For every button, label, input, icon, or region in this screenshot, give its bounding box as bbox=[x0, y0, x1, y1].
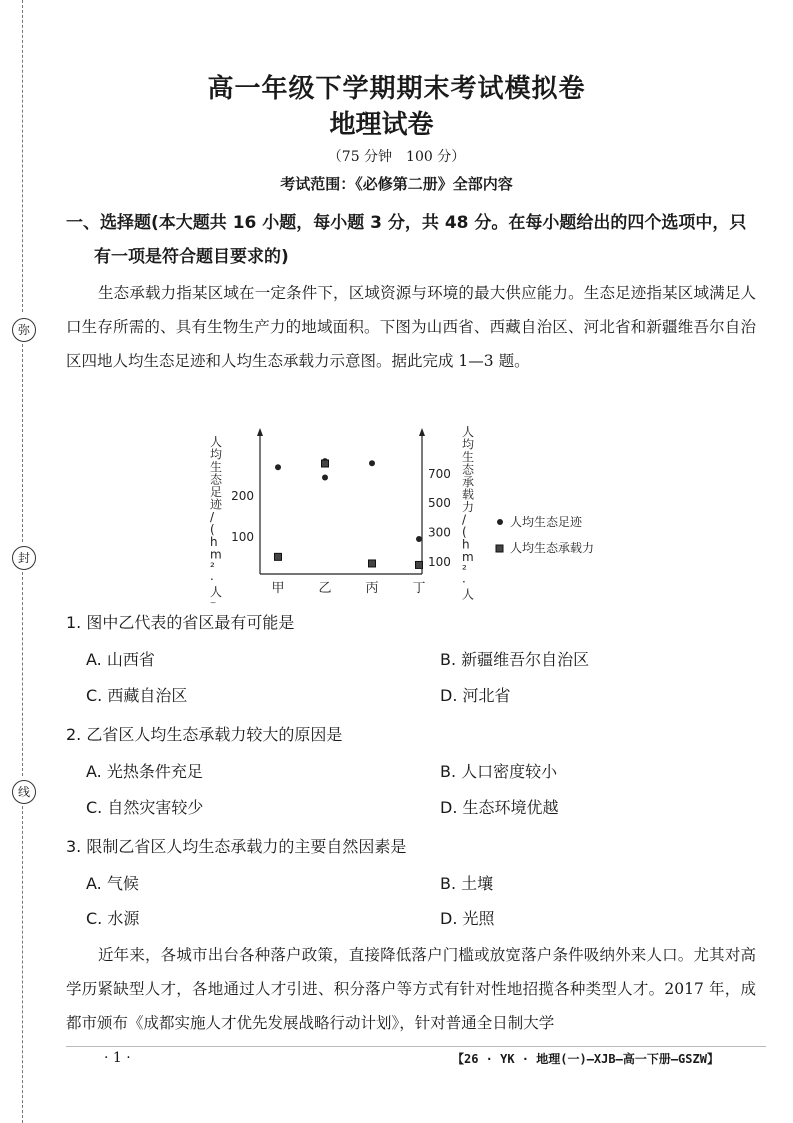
capacity-point bbox=[322, 460, 329, 467]
legend-footprint: 人均生态足迹 bbox=[510, 515, 583, 529]
q3-option-b[interactable]: B. 土壤 bbox=[440, 874, 494, 893]
q3-option-d[interactable]: D. 光照 bbox=[440, 909, 495, 928]
subject-title: 地理试卷 bbox=[329, 110, 434, 140]
right-tick-label: 100 bbox=[428, 555, 451, 569]
section-heading-line1: 一、选择题(本大题共 16 小题，每小题 3 分，共 48 分。在每小题给出的四个选项中，只 bbox=[66, 213, 747, 233]
paper-code: 【26 · YK · 地理(一)—XJB—高一下册—GSZW】 bbox=[452, 1052, 719, 1066]
question-2-stem: 2. 乙省区人均生态承载力较大的原因是 bbox=[66, 725, 343, 744]
right-tick-label: 300 bbox=[428, 525, 451, 540]
q3-option-a[interactable]: A. 气候 bbox=[86, 874, 139, 893]
left-axis-label-text: 人均生态足迹/ ( h m ² ·人 bbox=[210, 435, 223, 599]
page-number: · 1 · bbox=[104, 1050, 131, 1066]
q2-option-d[interactable]: D. 生态环境优越 bbox=[440, 798, 559, 817]
legend bbox=[496, 514, 594, 555]
capacity-point bbox=[416, 561, 423, 568]
left-axis-arrow bbox=[257, 428, 263, 436]
question-3-stem: 3. 限制乙省区人均生态承载力的主要自然因素是 bbox=[66, 837, 407, 856]
exam-scope: 考试范围：《必修第二册》全部内容 bbox=[280, 175, 513, 193]
left-axis-label bbox=[210, 435, 223, 604]
left-tick-label: 100 bbox=[231, 530, 254, 544]
margin-mark-mi: 弥 bbox=[12, 318, 36, 342]
category-label: 丁 bbox=[412, 581, 426, 596]
right-axis-label bbox=[462, 425, 475, 604]
q1-option-d[interactable]: D. 河北省 bbox=[440, 686, 511, 705]
category-label: 甲 bbox=[271, 581, 285, 596]
time-score: （75 分钟 100 分） bbox=[327, 149, 466, 165]
binding-line-bottom bbox=[22, 806, 23, 1123]
right-axis-label-text: 人均生态承载力/ ( h m ² ·人 bbox=[462, 425, 475, 602]
margin-mark-feng: 封 bbox=[12, 546, 36, 570]
footprint-point bbox=[275, 464, 281, 470]
right-tick-label: 500 bbox=[428, 496, 451, 511]
category-label: 丙 bbox=[365, 581, 379, 596]
capacity-point bbox=[369, 560, 376, 567]
section-heading bbox=[66, 206, 756, 274]
q3-option-c[interactable]: C. 水源 bbox=[86, 909, 140, 928]
exam-title: 高一年级下学期期末考试模拟卷 bbox=[207, 74, 586, 104]
footprint-point bbox=[369, 460, 375, 466]
footer-rule bbox=[66, 1046, 766, 1047]
legend-square bbox=[496, 545, 503, 552]
binding-line-mid1 bbox=[22, 344, 23, 542]
legend-capacity: 人均生态承载力 bbox=[510, 541, 595, 555]
q2-option-b[interactable]: B. 人口密度较小 bbox=[440, 762, 558, 781]
q1-option-c[interactable]: C. 西藏自治区 bbox=[86, 686, 188, 705]
category-label: 乙 bbox=[318, 581, 332, 596]
ecology-chart bbox=[200, 424, 620, 604]
capacity-point bbox=[275, 553, 282, 560]
q2-option-a[interactable]: A. 光热条件充足 bbox=[86, 762, 203, 781]
passage-1: 生态承载力指某区域在一定条件下，区域资源与环境的最大供应能力。生态足迹指某区域满足人口生存所需的、具有生物生产力的地域面积。下图为山西省、西藏自治区、河北省和新疆维吾尔自治区四地人均生态足迹和人均生态承载力示意图。据此完成 1—3 题。 bbox=[66, 284, 756, 370]
footprint-point bbox=[322, 475, 328, 481]
q1-option-a[interactable]: A. 山西省 bbox=[86, 650, 155, 669]
passage-2: 近年来，各城市出台各种落户政策，直接降低落户门槛或放宽落户条件吸纳外来人口。尤其对高学历紧缺型人才，各地通过人才引进、积分落户等方式有针对性地招揽各种类型人才。2017 年，成都市颁布《成都实施人才优先发展战略行动计划》，针对普通全日制大学 bbox=[66, 946, 756, 1032]
right-tick-label: 700 bbox=[428, 466, 451, 481]
section-heading-line2: 有一项是符合题目要求的) bbox=[94, 247, 289, 267]
chart-marks bbox=[231, 458, 451, 596]
footprint-point bbox=[416, 536, 422, 542]
q1-option-b[interactable]: B. 新疆维吾尔自治区 bbox=[440, 650, 590, 669]
margin-mark-xian: 线 bbox=[12, 780, 36, 804]
binding-line-mid2 bbox=[22, 572, 23, 776]
left-tick-label: 200 bbox=[231, 489, 254, 503]
question-1-stem: 1. 图中乙代表的省区最有可能是 bbox=[66, 613, 295, 632]
q2-option-c[interactable]: C. 自然灾害较少 bbox=[86, 798, 204, 817]
legend-circle bbox=[497, 519, 503, 525]
right-axis-arrow bbox=[419, 428, 425, 436]
